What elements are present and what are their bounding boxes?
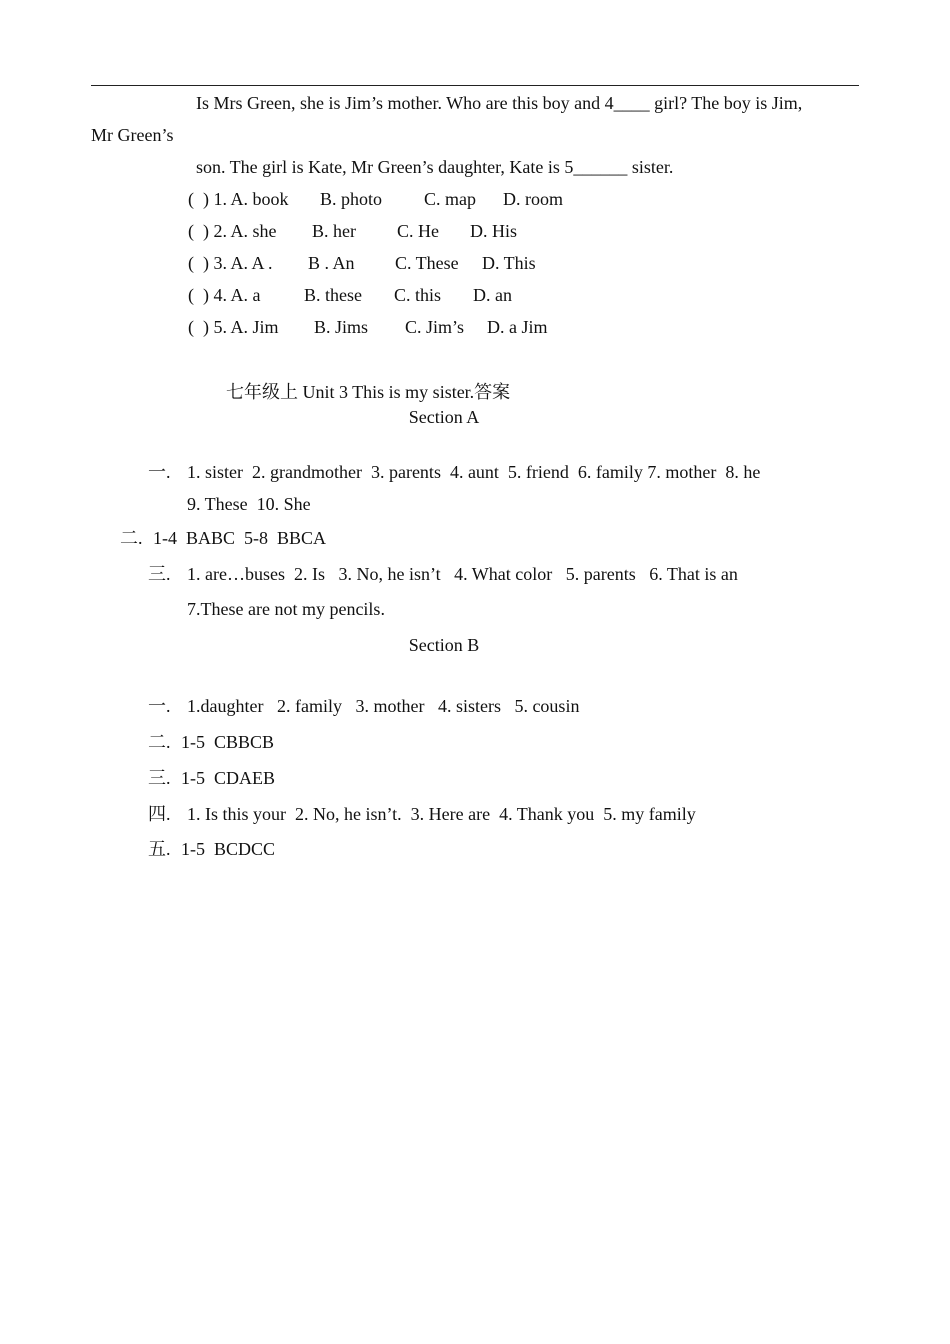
section-b-part-4-label: 四. — [148, 804, 171, 824]
section-b-part-4-text: 1. Is this your 2. No, he isn’t. 3. Here are 4. Thank you 5. my family — [187, 804, 696, 824]
question-2-option-a: ( ) 2. A. she — [188, 221, 277, 241]
section-b-part-2-label: 二. — [148, 732, 171, 752]
section-a-title: Section A — [408, 407, 480, 427]
question-5-option-d: D. a Jim — [487, 317, 548, 337]
section-b-part-3-text: 1-5 CDAEB — [181, 768, 275, 788]
question-1-option-c: C. map — [424, 189, 476, 209]
passage-line-3: son. The girl is Kate, Mr Green’s daughter, Kate is 5______ sister. — [196, 157, 674, 177]
section-a-part-2-label: 二. — [120, 528, 143, 548]
section-a-part-1-line-2: 9. These 10. She — [187, 494, 311, 514]
header-rule — [91, 85, 859, 86]
question-5-option-a: ( ) 5. A. Jim — [188, 317, 279, 337]
passage-line-1: Is Mrs Green, she is Jim’s mother. Who are this boy and 4____ girl? The boy is Jim, — [196, 93, 803, 113]
section-a-part-2-text: 1-4 BABC 5-8 BBCA — [153, 528, 327, 548]
section-b-part-1-text: 1.daughter 2. family 3. mother 4. sisters 5. cousin — [187, 696, 580, 716]
section-b-part-1-label: 一. — [148, 696, 171, 716]
section-a-part-3-label: 三. — [148, 564, 171, 584]
section-a-part-1-label: 一. — [148, 462, 171, 482]
question-3-option-b: B . An — [308, 253, 355, 273]
question-1-option-d: D. room — [503, 189, 563, 209]
section-a-part-1-line-1: 1. sister 2. grandmother 3. parents 4. aunt 5. friend 6. family 7. mother 8. he — [187, 462, 761, 482]
question-3-option-c: C. These — [395, 253, 459, 273]
section-b-part-5-text: 1-5 BCDCC — [181, 839, 276, 859]
question-2-option-d: D. His — [470, 221, 518, 241]
section-b-title: Section B — [408, 635, 480, 655]
section-a-part-3-line-1: 1. are…buses 2. Is 3. No, he isn’t 4. What color 5. parents 6. That is an — [187, 564, 738, 584]
question-1-option-b: B. photo — [320, 189, 383, 209]
question-2-option-b: B. her — [312, 221, 356, 241]
question-4-option-d: D. an — [473, 285, 512, 305]
question-3-option-d: D. This — [482, 253, 536, 273]
passage-line-2: Mr Green’s — [91, 125, 174, 145]
section-b-part-5-label: 五. — [148, 839, 171, 859]
section-b-part-3-label: 三. — [148, 768, 171, 788]
question-1-option-a: ( ) 1. A. book — [188, 189, 289, 209]
section-a-part-3-line-2: 7.These are not my pencils. — [187, 599, 385, 619]
question-5-option-b: B. Jims — [314, 317, 369, 337]
question-4-option-b: B. these — [304, 285, 362, 305]
question-5-option-c: C. Jim’s — [405, 317, 465, 337]
question-4-option-c: C. this — [394, 285, 442, 305]
question-2-option-c: C. He — [397, 221, 439, 241]
question-4-option-a: ( ) 4. A. a — [188, 285, 261, 305]
answers-title: 七年级上 Unit 3 This is my sister.答案 — [226, 382, 511, 402]
section-b-part-2-text: 1-5 CBBCB — [181, 732, 275, 752]
question-3-option-a: ( ) 3. A. A . — [188, 253, 273, 273]
